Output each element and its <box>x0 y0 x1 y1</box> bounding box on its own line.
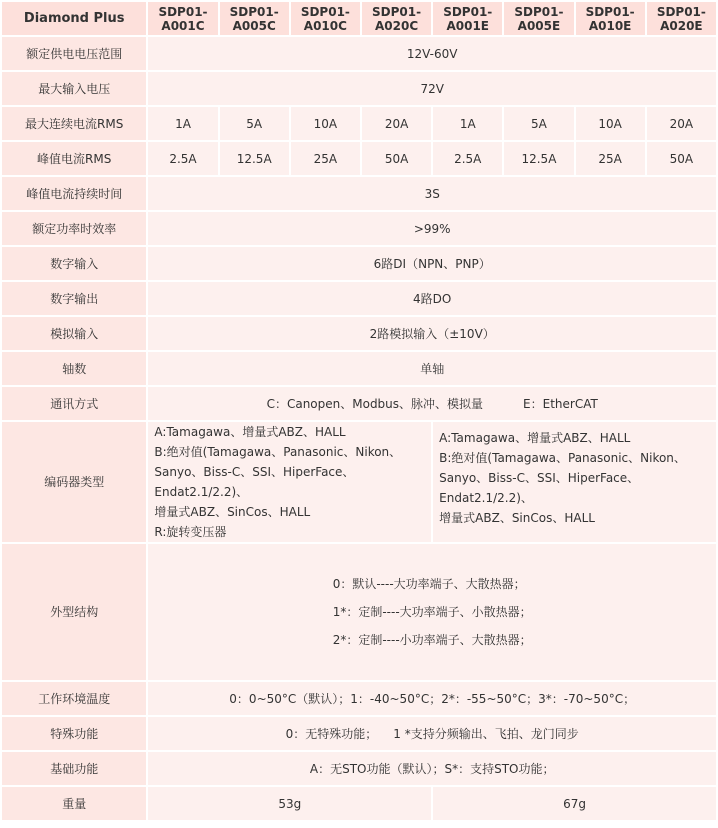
row-value <box>148 387 716 420</box>
row-value: 12V-60V <box>148 37 716 70</box>
model-header: SDP01- A001C <box>148 2 217 35</box>
row-value: 72V <box>148 72 716 105</box>
row-label: 外型结构 <box>2 544 146 680</box>
comm-c: C：Canopen、Modbus、脉冲、模拟量 <box>266 396 484 411</box>
table-row <box>2 544 716 680</box>
cell-value: 50A <box>647 142 716 175</box>
row-label: 基础功能 <box>2 752 146 785</box>
table-row <box>2 787 716 820</box>
row-label: 额定功率时效率 <box>2 212 146 245</box>
cell-value: 2.5A <box>148 142 217 175</box>
cell-value: 1A <box>148 107 217 140</box>
row-label: 轴数 <box>2 352 146 385</box>
row-value: 2路模拟输入（±10V） <box>148 317 716 350</box>
row-value: >99% <box>148 212 716 245</box>
row-label: 最大输入电压 <box>2 72 146 105</box>
table-row <box>2 37 716 70</box>
cell-value: 20A <box>647 107 716 140</box>
row-value: 0：默认----大功率端子、大散热器； 1*：定制----大功率端子、小散热器； 2*：定制----小功率端子、大散热器； <box>148 544 716 680</box>
row-label: 峰值电流持续时间 <box>2 177 146 210</box>
table-row <box>2 317 716 350</box>
row-value: 0：无特殊功能； 1 *支持分频输出、飞拍、龙门同步 <box>148 717 716 750</box>
weight-e: 67g <box>433 787 716 820</box>
cell-value: 20A <box>362 107 431 140</box>
row-value: 单轴 <box>148 352 716 385</box>
row-label: 特殊功能 <box>2 717 146 750</box>
cell-value: 12.5A <box>504 142 573 175</box>
brand-name: Diamond Plus <box>2 2 146 35</box>
cell-value: 12.5A <box>220 142 289 175</box>
model-header: SDP01- A010E <box>576 2 645 35</box>
row-label: 最大连续电流RMS <box>2 107 146 140</box>
row-label: 工作环境温度 <box>2 682 146 715</box>
row-value: A：无STO功能（默认）；S*：支持STO功能； <box>148 752 716 785</box>
row-label: 额定供电电压范围 <box>2 37 146 70</box>
cell-value: 10A <box>291 107 360 140</box>
encoder-e: A:Tamagawa、增量式ABZ、HALL B:绝对值(Tamagawa、Panasonic、Nikon、 Sanyo、Biss-C、SSI、HiperFace、Endat2.1/2.2)、 增量式ABZ、SinCos、HALL <box>433 422 716 542</box>
table-row <box>2 142 716 175</box>
cell-value: 5A <box>220 107 289 140</box>
table-row <box>2 72 716 105</box>
row-label: 模拟输入 <box>2 317 146 350</box>
row-label: 数字输入 <box>2 247 146 280</box>
row-value: 0：0~50°C（默认）；1：-40~50°C；2*：-55~50°C；3*：-70~50°C； <box>148 682 716 715</box>
table-row <box>2 682 716 715</box>
cell-value: 25A <box>291 142 360 175</box>
model-header: SDP01- A020C <box>362 2 431 35</box>
table-row <box>2 107 716 140</box>
table-row <box>2 352 716 385</box>
model-header: SDP01- A020E <box>647 2 716 35</box>
row-value: 6路DI（NPN、PNP） <box>148 247 716 280</box>
row-label: 数字输出 <box>2 282 146 315</box>
table-row <box>2 177 716 210</box>
encoder-c: A:Tamagawa、增量式ABZ、HALL B:绝对值(Tamagawa、Panasonic、Nikon、 Sanyo、Biss-C、SSI、HiperFace、Endat2.1/2.2)、 增量式ABZ、SinCos、HALL R:旋转变压器 <box>148 422 431 542</box>
cell-value: 50A <box>362 142 431 175</box>
row-value: 3S <box>148 177 716 210</box>
row-label: 峰值电流RMS <box>2 142 146 175</box>
cell-value: 5A <box>504 107 573 140</box>
table-row <box>2 717 716 750</box>
table-row <box>2 282 716 315</box>
row-label: 通讯方式 <box>2 387 146 420</box>
row-label: 编码器类型 <box>2 422 146 542</box>
model-header: SDP01- A001E <box>433 2 502 35</box>
table-row <box>2 422 716 542</box>
header-row <box>2 2 716 35</box>
cell-value: 10A <box>576 107 645 140</box>
comm-e: E：EtherCAT <box>523 396 598 411</box>
model-header: SDP01- A005C <box>220 2 289 35</box>
row-value: 4路DO <box>148 282 716 315</box>
table-row <box>2 247 716 280</box>
model-header: SDP01- A010C <box>291 2 360 35</box>
cell-value: 1A <box>433 107 502 140</box>
model-header: SDP01- A005E <box>504 2 573 35</box>
table-row <box>2 212 716 245</box>
table-row <box>2 752 716 785</box>
cell-value: 2.5A <box>433 142 502 175</box>
weight-c: 53g <box>148 787 431 820</box>
cell-value: 25A <box>576 142 645 175</box>
row-label: 重量 <box>2 787 146 820</box>
table-row <box>2 387 716 420</box>
